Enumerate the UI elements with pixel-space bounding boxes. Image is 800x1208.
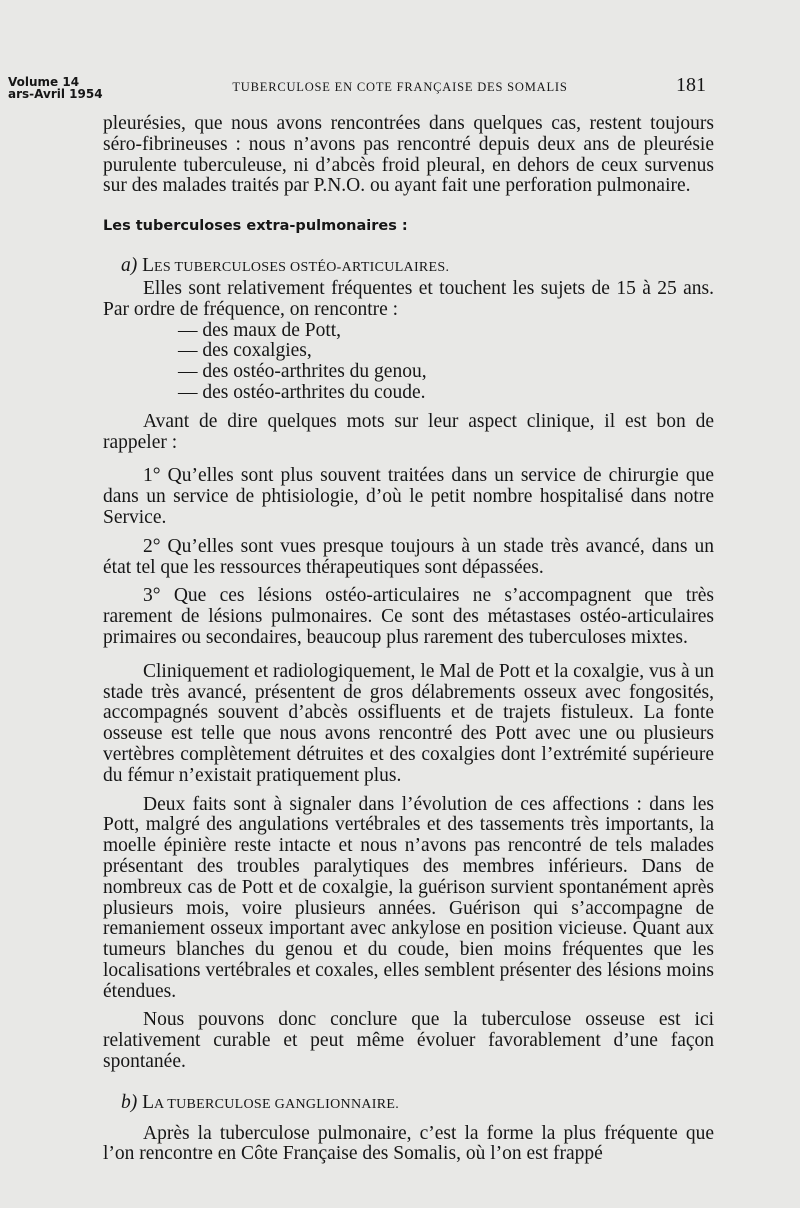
subsection-initial: L [142,1091,155,1113]
paragraph: 1° Qu’elles sont plus souvent traitées dans un service de chirurgie que dans un service de phtisiologie, d’où le petit nombre hospitalisé dans notre Service. [103,465,714,528]
paragraph: Deux faits sont à signaler dans l’évolution de ces affections : dans les Pott, malgré des angulations vertébrales et des tassements très importants, la moelle épinière reste intacte et nous n’avons pas rencontré de tels malades présentant des troubles paralytiques des membres inférieurs. Dans de nombreux cas de Pott et de coxalgie, la guérison survient spontanément après plusieurs mois, voire plusieurs années. Guérison qui s’accompagne de remaniement osseux important avec ankylose en position vicieuse. Quant aux tumeurs blanches du genou et du coude, bien moins fréquentes que les localisations vertébrales et coxales, elles semblent présenter des lésions moins étendues. [103,793,714,1002]
volume-number: Volume 14 [8,75,80,89]
list-item: — des ostéo-arthrites du genou, [178,361,427,383]
issue-date: ars-Avril 1954 [8,87,103,101]
subsection-title: A TUBERCULOSE GANGLIONNAIRE. [154,1096,400,1112]
paragraph: Elles sont relativement fréquentes et touchent les sujets de 15 à 25 ans. Par ordre de fréquence, on rencontre : [103,277,714,320]
list-item: — des maux de Pott, [178,319,342,341]
paragraph: Nous pouvons donc conclure que la tuberculose osseuse est ici relativement curable et peut même évoluer favorablement d’une façon spontanée. [103,1009,714,1073]
subsection-letter: a) [121,255,138,277]
running-title: TUBERCULOSE EN COTE FRANÇAISE DES SOMALIS [232,80,568,94]
paragraph: Cliniquement et radiologiquement, le Mal de Pott et la coxalgie, vus à un stade très avancé, présentent de gros délabrements osseux avec fongosités, accompagnés souvent d’abcès ossifluents et de trajets fistuleux. La fonte osseuse est telle que nous avons rencontré des Pott avec une ou plusieurs vertèbres complètement détruites et des coxalgies dont l’extrémité supérieure du fémur n’existait pratiquement plus. [103,660,714,786]
list-item: — des ostéo-arthrites du coude. [178,381,426,403]
page-number: 181 [676,74,706,96]
paragraph-intro: pleurésies, que nous avons rencontrées dans quelques cas, restent toujours séro-fibrineuses : nous n’avons pas rencontré depuis deux ans de pleurésie purulente tuberculeuse, ni d’abcès froid pleural, en dehors de ceux survenus sur des malades traités par P.N.O. ou ayant fait une perforation pulmonaire. [103,113,714,197]
page-body [103,114,714,1165]
list-item: — des coxalgies, [178,340,312,362]
subsection-title: ES TUBERCULOSES OSTÉO-ARTICULAIRES. [154,260,450,276]
subsection-heading-a [103,256,714,279]
paragraph: 3° Que ces lésions ostéo-articulaires ne s’accompagnent que très rarement de lésions pulmonaires. Ce sont des métastases ostéo-articulaires primaires ou secondaires, beaucoup plus rarement des tuberculoses mixtes. [103,585,714,648]
paragraph: Avant de dire quelques mots sur leur aspect clinique, il est bon de rappeler : [103,410,714,453]
paragraph: Après la tuberculose pulmonaire, c’est la forme la plus fréquente que l’on rencontre en Côte Française des Somalis, où l’on est frappé [103,1122,714,1165]
paragraph: 2° Qu’elles sont vues presque toujours à un stade très avancé, dans un état tel que les ressources thérapeutiques sont dépassées. [103,535,714,578]
subsection-letter: b) [121,1091,138,1113]
subsection-initial: L [142,255,155,277]
section-heading: Les tuberculoses extra-pulmonaires : [103,218,408,235]
subsection-heading-b [103,1093,714,1116]
